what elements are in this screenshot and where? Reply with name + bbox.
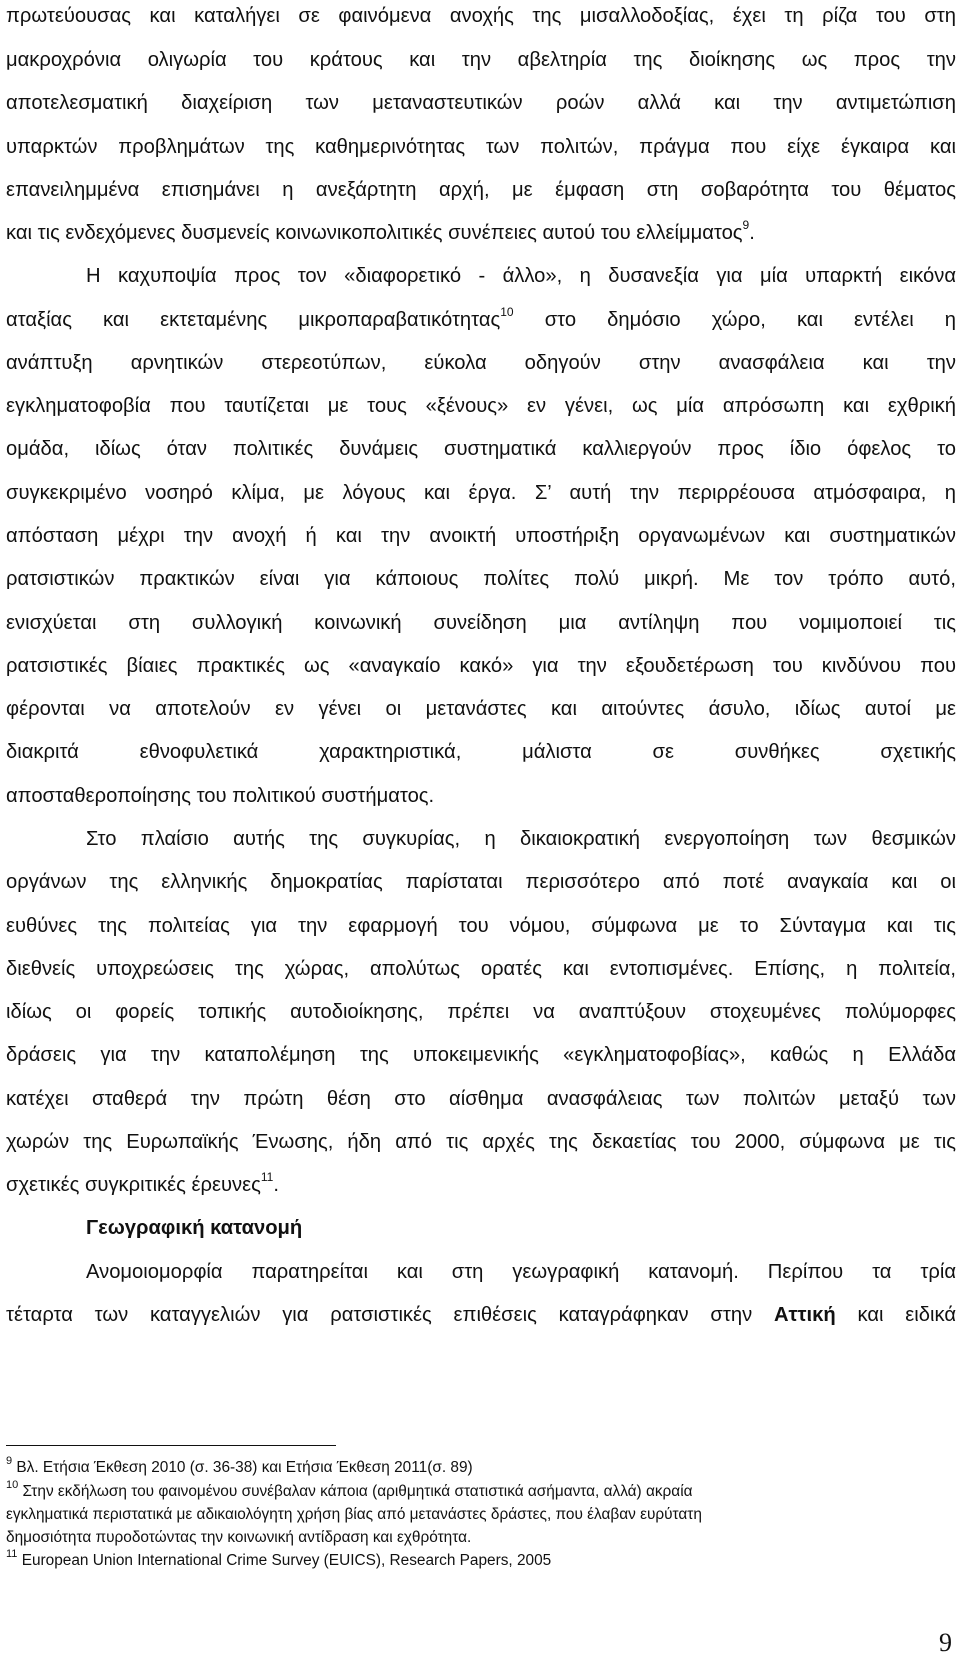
body-line: φέρονται να αποτελούν εν γένει οι μετανάστες και αιτούντες άσυλο, ιδίως αυτοί με bbox=[6, 698, 956, 720]
body-line: Ανομοιομορφία παρατηρείται και στη γεωγραφική κατανομή. Περίπου τα τρία bbox=[86, 1261, 956, 1283]
body-line: δράσεις για την καταπολέμηση της υποκειμενικής «εγκληματοφοβίας», καθώς η Ελλάδα bbox=[6, 1044, 956, 1066]
body-line: διεθνείς υποχρεώσεις της χώρας, απολύτως ορατές και εντοπισμένες. Επίσης, η πολιτεία, bbox=[6, 958, 956, 980]
body-line: ενισχύεται στη συλλογική κοινωνική συνείδηση μια αντίληψη που νομιμοποιεί τις bbox=[6, 612, 956, 634]
body-line: χωρών της Ευρωπαϊκής Ένωσης, ήδη από τις αρχές της δεκαετίας του 2000, σύμφωνα με τις bbox=[6, 1131, 956, 1153]
body-line: υπαρκτών προβλημάτων της καθημερινότητας των πολιτών, πράγμα που είχε έγκαιρα και bbox=[6, 136, 956, 158]
footnote-10-cont: εγκληματικά περιστατικά με αδικαιολόγητη χρήση βίας από μετανάστες δράστες, που έλαβαν ευρύτατη bbox=[6, 1506, 702, 1523]
body-line: ανάπτυξη αρνητικών στερεοτύπων, εύκολα οδηγούν στην ανασφάλεια και την bbox=[6, 352, 956, 374]
body-line: απόσταση μέχρι την ανοχή ή και την ανοικτή υποστήριξη οργανωμένων και συστηματικών bbox=[6, 525, 956, 547]
body-line: πρωτεύουσας και καταλήγει σε φαινόμενα ανοχής της μισαλλοδοξίας, έχει τη ρίζα του στη bbox=[6, 5, 956, 27]
body-line: ιδίως οι φορείς τοπικής αυτοδιοίκησης, πρέπει να αναπτύξουν στοχευμένες πολύμορφες bbox=[6, 1001, 956, 1023]
body-line: συγκεκριμένο νοσηρό κλίμα, με λόγους και έργα. Σ’ αυτή την περιρρέουσα ατμόσφαιρα, η bbox=[6, 482, 956, 504]
body-line: και τις ενδεχόμενες δυσμενείς κοινωνικοπολιτικές συνέπειες αυτού του ελλείμματος$^9$. bbox=[6, 218, 755, 244]
body-line: ρατσιστικών πρακτικών είναι για κάποιους πολίτες πολύ μικρή. Με τον τρόπο αυτό, bbox=[6, 568, 956, 590]
footnote-ref-11: 11 bbox=[260, 1170, 274, 1185]
body-line: ομάδα, ιδίως όταν πολιτικές δυνάμεις συστηματικά καλλιεργούν προς ίδιο όφελος το bbox=[6, 438, 956, 460]
body-line: επανειλημμένα επισημάνει η ανεξάρτητη αρχή, με έμφαση στη σοβαρότητα του θέματος bbox=[6, 179, 956, 201]
footnote-separator bbox=[6, 1445, 336, 1446]
body-line: Η καχυποψία προς τον «διαφορετικό - άλλο», η δυσανεξία για μία υπαρκτή εικόνα bbox=[86, 265, 956, 287]
section-heading: Γεωγραφική κατανομή bbox=[86, 1217, 303, 1239]
body-line: σχετικές συγκριτικές έρευνες$^{11}$. bbox=[6, 1170, 279, 1196]
body-line: μακροχρόνια ολιγωρία του κράτους και την αβελτηρία της διοίκησης ως προς την bbox=[6, 49, 956, 71]
body-line: οργάνων της ελληνικής δημοκρατίας παρίσταται περισσότερο από ποτέ αναγκαία και οι bbox=[6, 871, 956, 893]
body-line: αποσταθεροποίησης του πολιτικού συστήματος. bbox=[6, 785, 435, 807]
body-line: εγκληματοφοβία που ταυτίζεται με τους «ξένους» εν γένει, ως μία απρόσωπη και εχθρική bbox=[6, 395, 956, 417]
footnote-10-cont: δημοσιότητα πυροδοτώντας την κοινωνική αντίδραση και εχθρότητα. bbox=[6, 1529, 472, 1546]
body-line: αταξίας και εκτεταμένης μικροπαραβατικότητας$^{10}$ στο δημόσιο χώρο, και εντέλει η bbox=[6, 305, 956, 331]
body-line: ρατσιστικές βίαιες πρακτικές ως «αναγκαίο κακό» για την εξουδετέρωση του κινδύνου που bbox=[6, 655, 956, 677]
footnote-ref-10: 10 bbox=[500, 305, 514, 320]
emphasis-attica: Αττική bbox=[773, 1304, 836, 1326]
body-line: κατέχει σταθερά την πρώτη θέση στο αίσθημα ανασφάλειας των πολιτών μεταξύ των bbox=[6, 1088, 956, 1110]
footnote-10: $^{10}$ Στην εκδήλωση του φαινομένου συνέβαλαν κάποια (αριθμητικά στατιστικά ασήμαντα, αλλά) ακραία bbox=[6, 1478, 693, 1500]
body-line: ευθύνες της πολιτείας για την εφαρμογή του νόμου, σύμφωνα με το Σύνταγμα και τις bbox=[6, 915, 956, 937]
footnote-11: $^{11}$ European Union International Crime Survey (EUICS), Research Papers, 2005 bbox=[6, 1547, 552, 1569]
body-line: τέταρτα των καταγγελιών για ρατσιστικές επιθέσεις καταγράφηκαν στην Αττική και ειδικά bbox=[6, 1304, 956, 1326]
footnote-9: $^9$ Βλ. Ετήσια Έκθεση 2010 (σ. 36-38) και Ετήσια Έκθεση 2011(σ. 89) bbox=[6, 1454, 473, 1476]
footnote-ref-9: 9 bbox=[742, 218, 750, 233]
body-line: αποτελεσματική διαχείριση των μεταναστευτικών ροών αλλά και την αντιμετώπιση bbox=[6, 92, 956, 114]
body-line: διακριτά εθνοφυλετικά χαρακτηριστικά, μάλιστα σε συνθήκες σχετικής bbox=[6, 741, 956, 763]
body-line: Στο πλαίσιο αυτής της συγκυρίας, η δικαιοκρατική ενεργοποίηση των θεσμικών bbox=[86, 828, 956, 850]
page-number: 9 bbox=[939, 1628, 952, 1657]
